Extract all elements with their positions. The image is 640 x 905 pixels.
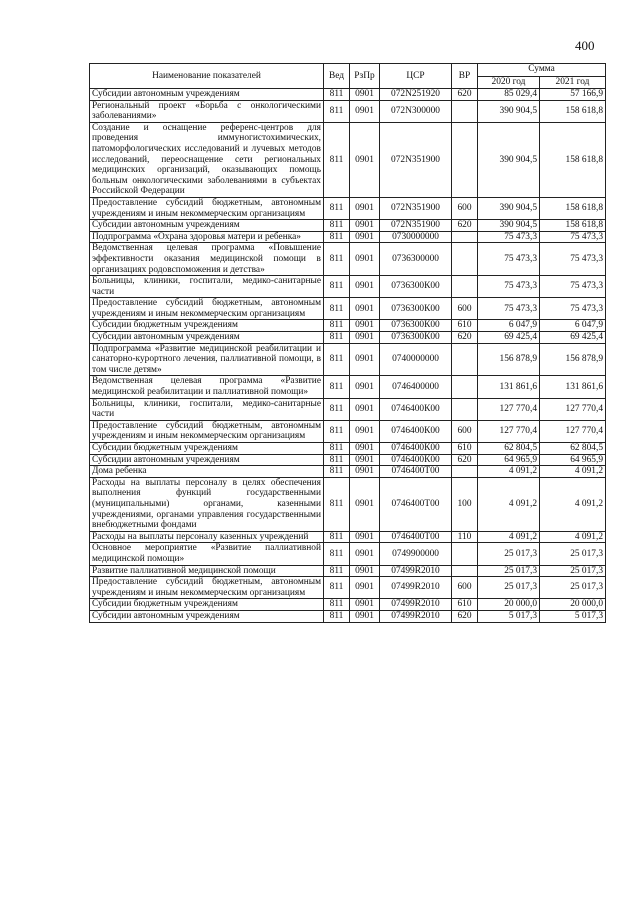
row-sum-2021: 75 473,3: [540, 298, 606, 320]
row-vr: 610: [452, 320, 478, 332]
row-ved: 811: [324, 89, 350, 101]
row-sum-2021: 64 965,9: [540, 454, 606, 466]
row-rzpr: 0901: [350, 599, 380, 611]
row-sum-2020: 5 017,3: [478, 610, 540, 622]
table-row: [90, 243, 606, 276]
row-csr: 0746400К00: [380, 420, 452, 442]
table-row: [90, 477, 606, 531]
row-vr: [452, 398, 478, 420]
row-sum-2021: 25 017,3: [540, 543, 606, 565]
row-csr: 0730000000: [380, 231, 452, 243]
row-name: Предоставление субсидий бюджетным, автономным учреждениям и иным некоммерческим организациям: [90, 577, 324, 599]
row-rzpr: 0901: [350, 220, 380, 232]
row-vr: [452, 100, 478, 122]
row-csr: 0736300000: [380, 243, 452, 276]
row-sum-2021: 156 878,9: [540, 343, 606, 376]
row-sum-2020: 25 017,3: [478, 543, 540, 565]
table-row: [90, 122, 606, 197]
row-rzpr: 0901: [350, 122, 380, 197]
header-vr: ВР: [452, 64, 478, 89]
row-rzpr: 0901: [350, 565, 380, 577]
table-row: [90, 565, 606, 577]
row-vr: 110: [452, 531, 478, 543]
row-csr: 0749900000: [380, 543, 452, 565]
row-ved: 811: [324, 332, 350, 344]
row-sum-2020: 4 091,2: [478, 531, 540, 543]
header-year-2020: 2020 год: [478, 76, 540, 89]
row-sum-2021: 131 861,6: [540, 376, 606, 398]
table-row: [90, 466, 606, 478]
row-sum-2020: 25 017,3: [478, 577, 540, 599]
row-name: Субсидии бюджетным учреждениям: [90, 599, 324, 611]
row-csr: 072N351900: [380, 122, 452, 197]
header-csr: ЦСР: [380, 64, 452, 89]
row-vr: 620: [452, 220, 478, 232]
row-rzpr: 0901: [350, 531, 380, 543]
row-name: Предоставление субсидий бюджетным, автономным учреждениям и иным некоммерческим организациям: [90, 298, 324, 320]
row-ved: 811: [324, 466, 350, 478]
row-name: Создание и оснащение референс-центров для проведения иммуногистохимических, патоморфологических исследований и лучевых методов исследований, переоснащение сети региональных медицинских организаций, оказывающих помощь больным онкологическими заболеваниями в субъектах Российской Федерации: [90, 122, 324, 197]
row-sum-2021: 158 618,8: [540, 197, 606, 219]
row-sum-2021: 6 047,9: [540, 320, 606, 332]
row-name: Субсидии автономным учреждениям: [90, 332, 324, 344]
row-name: Развитие паллиативной медицинской помощи: [90, 565, 324, 577]
row-vr: [452, 276, 478, 298]
row-name: Подпрограмма «Развитие медицинской реабилитации и санаторно-курортного лечения, паллиативной помощи, в том числе детям»: [90, 343, 324, 376]
row-ved: 811: [324, 197, 350, 219]
row-sum-2021: 75 473,3: [540, 243, 606, 276]
row-sum-2021: 127 770,4: [540, 398, 606, 420]
row-ved: 811: [324, 298, 350, 320]
row-csr: 0740000000: [380, 343, 452, 376]
row-vr: 600: [452, 197, 478, 219]
row-vr: [452, 343, 478, 376]
row-csr: 0736300К00: [380, 298, 452, 320]
row-csr: 0736300К00: [380, 276, 452, 298]
row-ved: 811: [324, 610, 350, 622]
row-ved: 811: [324, 320, 350, 332]
row-sum-2020: 75 473,3: [478, 298, 540, 320]
row-csr: 0746400Т00: [380, 466, 452, 478]
row-sum-2021: 75 473,3: [540, 276, 606, 298]
row-sum-2020: 127 770,4: [478, 398, 540, 420]
row-rzpr: 0901: [350, 454, 380, 466]
row-ved: 811: [324, 565, 350, 577]
row-sum-2020: 156 878,9: [478, 343, 540, 376]
row-rzpr: 0901: [350, 332, 380, 344]
row-name: Подпрограмма «Охрана здоровья матери и ребенка»: [90, 231, 324, 243]
row-csr: 07499R2010: [380, 599, 452, 611]
row-csr: 07499R2010: [380, 565, 452, 577]
row-rzpr: 0901: [350, 398, 380, 420]
row-rzpr: 0901: [350, 298, 380, 320]
table-row: [90, 420, 606, 442]
row-sum-2020: 75 473,3: [478, 276, 540, 298]
row-name: Расходы на выплаты персоналу казенных учреждений: [90, 531, 324, 543]
row-vr: 620: [452, 610, 478, 622]
row-csr: 0746400К00: [380, 398, 452, 420]
table-row: [90, 531, 606, 543]
row-ved: 811: [324, 443, 350, 455]
row-ved: 811: [324, 231, 350, 243]
row-csr: 0746400Т00: [380, 477, 452, 531]
row-rzpr: 0901: [350, 443, 380, 455]
row-sum-2020: 64 965,9: [478, 454, 540, 466]
row-ved: 811: [324, 122, 350, 197]
header-name: Наименование показателей: [90, 64, 324, 89]
table-row: [90, 610, 606, 622]
row-ved: 811: [324, 577, 350, 599]
row-sum-2020: 69 425,4: [478, 332, 540, 344]
row-rzpr: 0901: [350, 477, 380, 531]
table-row: [90, 231, 606, 243]
table-row: [90, 376, 606, 398]
row-name: Субсидии бюджетным учреждениям: [90, 443, 324, 455]
row-sum-2020: 390 904,5: [478, 197, 540, 219]
row-rzpr: 0901: [350, 343, 380, 376]
row-sum-2021: 4 091,2: [540, 477, 606, 531]
row-ved: 811: [324, 454, 350, 466]
row-sum-2020: 390 904,5: [478, 122, 540, 197]
table-row: [90, 599, 606, 611]
row-ved: 811: [324, 220, 350, 232]
row-sum-2020: 62 804,5: [478, 443, 540, 455]
header-rzpr: РзПр: [350, 64, 380, 89]
row-csr: 072N300000: [380, 100, 452, 122]
row-vr: [452, 565, 478, 577]
table-row: [90, 343, 606, 376]
row-sum-2021: 25 017,3: [540, 577, 606, 599]
table-row: [90, 276, 606, 298]
row-rzpr: 0901: [350, 420, 380, 442]
row-csr: 0736300К00: [380, 332, 452, 344]
row-vr: 620: [452, 454, 478, 466]
row-csr: 0746400К00: [380, 443, 452, 455]
row-name: Субсидии автономным учреждениям: [90, 454, 324, 466]
row-vr: [452, 466, 478, 478]
row-rzpr: 0901: [350, 243, 380, 276]
row-csr: 0746400Т00: [380, 531, 452, 543]
table-row: [90, 220, 606, 232]
row-vr: [452, 543, 478, 565]
row-name: Ведомственная целевая программа «Развитие медицинской реабилитации и паллиативной помощи»: [90, 376, 324, 398]
row-sum-2020: 6 047,9: [478, 320, 540, 332]
row-csr: 072N351900: [380, 197, 452, 219]
row-ved: 811: [324, 100, 350, 122]
table-body: [90, 89, 606, 623]
row-csr: 0736300К00: [380, 320, 452, 332]
row-vr: [452, 122, 478, 197]
row-rzpr: 0901: [350, 231, 380, 243]
table-row: [90, 332, 606, 344]
row-sum-2020: 4 091,2: [478, 477, 540, 531]
row-vr: 600: [452, 420, 478, 442]
row-ved: 811: [324, 477, 350, 531]
row-name: Ведомственная целевая программа «Повышение эффективности оказания медицинской помощи в организациях родовспоможения и детства»: [90, 243, 324, 276]
row-vr: 600: [452, 577, 478, 599]
table-row: [90, 398, 606, 420]
budget-table: [89, 63, 606, 623]
row-rzpr: 0901: [350, 276, 380, 298]
row-rzpr: 0901: [350, 543, 380, 565]
page-number: 400: [575, 38, 595, 53]
row-ved: 811: [324, 599, 350, 611]
table-row: [90, 320, 606, 332]
row-ved: 811: [324, 531, 350, 543]
row-vr: 610: [452, 599, 478, 611]
row-sum-2020: 75 473,3: [478, 243, 540, 276]
row-name: Основное мероприятие «Развитие паллиативной медицинской помощи»: [90, 543, 324, 565]
row-ved: 811: [324, 420, 350, 442]
row-name: Субсидии бюджетным учреждениям: [90, 320, 324, 332]
row-csr: 072N251920: [380, 89, 452, 101]
row-rzpr: 0901: [350, 100, 380, 122]
row-name: Дома ребенка: [90, 466, 324, 478]
row-rzpr: 0901: [350, 577, 380, 599]
row-name: Региональный проект «Борьба с онкологическими заболеваниями»: [90, 100, 324, 122]
row-sum-2020: 75 473,3: [478, 231, 540, 243]
row-ved: 811: [324, 343, 350, 376]
table-row: [90, 89, 606, 101]
row-name: Субсидии автономным учреждениям: [90, 89, 324, 101]
row-name: Предоставление субсидий бюджетным, автономным учреждениям и иным некоммерческим организациям: [90, 420, 324, 442]
row-rzpr: 0901: [350, 376, 380, 398]
row-ved: 811: [324, 543, 350, 565]
row-sum-2021: 62 804,5: [540, 443, 606, 455]
row-sum-2020: 127 770,4: [478, 420, 540, 442]
row-sum-2021: 57 166,9: [540, 89, 606, 101]
row-sum-2021: 158 618,8: [540, 122, 606, 197]
row-csr: 072N351900: [380, 220, 452, 232]
row-vr: 620: [452, 89, 478, 101]
row-name: Расходы на выплаты персоналу в целях обеспечения выполнения функций государственными (муниципальными) органами, казенными учреждениями, органами управления государственными внебюджетными фондами: [90, 477, 324, 531]
row-name: Предоставление субсидий бюджетным, автономным учреждениям и иным некоммерческим организациям: [90, 197, 324, 219]
row-csr: 07499R2010: [380, 610, 452, 622]
row-sum-2021: 20 000,0: [540, 599, 606, 611]
row-ved: 811: [324, 376, 350, 398]
row-name: Больницы, клиники, госпитали, медико-санитарные части: [90, 276, 324, 298]
table-row: [90, 454, 606, 466]
row-sum-2020: 390 904,5: [478, 100, 540, 122]
header-sum: Сумма: [478, 64, 606, 77]
row-vr: [452, 376, 478, 398]
row-vr: 600: [452, 298, 478, 320]
row-name: Субсидии автономным учреждениям: [90, 610, 324, 622]
table-row: [90, 543, 606, 565]
row-vr: [452, 231, 478, 243]
table-row: [90, 100, 606, 122]
row-ved: 811: [324, 243, 350, 276]
row-csr: 07499R2010: [380, 577, 452, 599]
row-ved: 811: [324, 276, 350, 298]
row-csr: 0746400К00: [380, 454, 452, 466]
row-sum-2021: 127 770,4: [540, 420, 606, 442]
row-rzpr: 0901: [350, 197, 380, 219]
row-name: Больницы, клиники, госпитали, медико-санитарные части: [90, 398, 324, 420]
row-vr: 100: [452, 477, 478, 531]
row-rzpr: 0901: [350, 466, 380, 478]
row-sum-2021: 4 091,2: [540, 531, 606, 543]
row-sum-2020: 85 029,4: [478, 89, 540, 101]
row-csr: 0746400000: [380, 376, 452, 398]
row-sum-2020: 20 000,0: [478, 599, 540, 611]
row-vr: 610: [452, 443, 478, 455]
row-sum-2020: 25 017,3: [478, 565, 540, 577]
row-sum-2021: 25 017,3: [540, 565, 606, 577]
table-row: [90, 298, 606, 320]
header-year-2021: 2021 год: [540, 76, 606, 89]
row-sum-2021: 158 618,8: [540, 220, 606, 232]
row-sum-2021: 4 091,2: [540, 466, 606, 478]
table-row: [90, 197, 606, 219]
row-sum-2021: 5 017,3: [540, 610, 606, 622]
row-rzpr: 0901: [350, 610, 380, 622]
table-row: [90, 577, 606, 599]
row-sum-2021: 158 618,8: [540, 100, 606, 122]
row-vr: [452, 243, 478, 276]
row-ved: 811: [324, 398, 350, 420]
row-sum-2020: 390 904,5: [478, 220, 540, 232]
row-sum-2020: 131 861,6: [478, 376, 540, 398]
row-sum-2020: 4 091,2: [478, 466, 540, 478]
row-name: Субсидии автономным учреждениям: [90, 220, 324, 232]
row-sum-2021: 75 473,3: [540, 231, 606, 243]
table-row: [90, 443, 606, 455]
table-header: [90, 64, 606, 89]
row-rzpr: 0901: [350, 320, 380, 332]
row-vr: 620: [452, 332, 478, 344]
row-sum-2021: 69 425,4: [540, 332, 606, 344]
header-ved: Вед: [324, 64, 350, 89]
row-rzpr: 0901: [350, 89, 380, 101]
